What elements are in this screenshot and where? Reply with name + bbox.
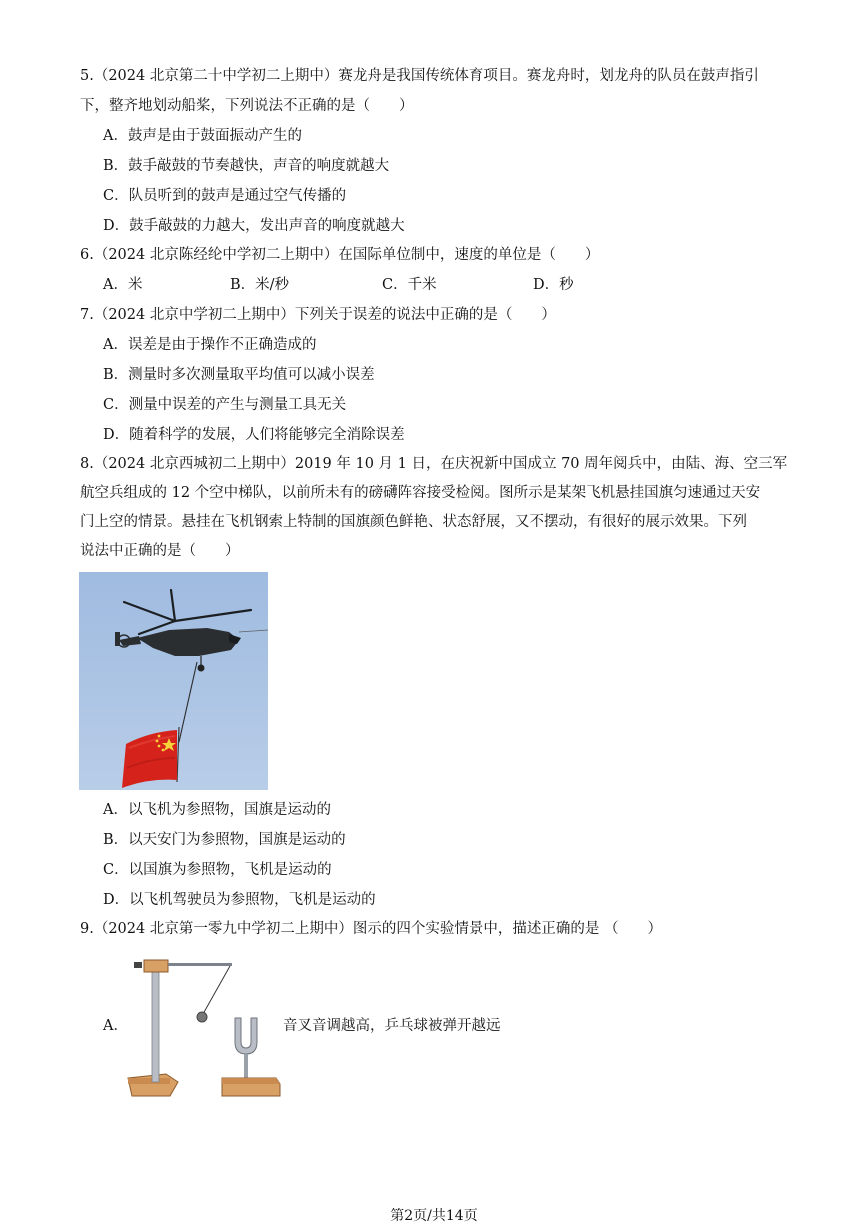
q7-stem: 7.（2024 北京中学初二上期中）下列关于误差的说法中正确的是（ ） [80,307,556,323]
q6-option-c: C．千米 [382,277,437,293]
q8-stem-line1: 8.（2024 北京西城初二上期中）2019 年 10 月 1 日，在庆祝新中国成立 70 周年阅兵中，由陆、海、空三军 [80,456,788,472]
q5-stem-line1: 5.（2024 北京第二十中学初二上期中）赛龙舟是我国传统体育项目。赛龙舟时，划龙舟的队员在鼓声指引 [80,68,759,84]
q7-option-c: C．测量中误差的产生与测量工具无关 [103,397,347,413]
q6-option-a: A．米 [103,277,143,293]
q8-option-b: B．以天安门为参照物，国旗是运动的 [103,832,346,848]
q9-option-a-label: A． [103,1018,128,1034]
page-footer: 第2页/共14页 [390,1208,478,1224]
q5-option-c: C．队员听到的鼓声是通过空气传播的 [103,188,347,204]
q8-stem-line4: 说法中正确的是（ ） [80,543,240,559]
q8-stem-line2: 航空兵组成的 12 个空中梯队，以前所未有的磅礴阵容接受检阅。图所示是某架飞机悬挂国旗匀速通过天安 [80,485,761,501]
helicopter-flag-photo [79,572,268,790]
q7-option-b: B．测量时多次测量取平均值可以减小误差 [103,367,375,383]
q9-option-a-text: 音叉音调越高，乒乓球被弹开越远 [283,1018,501,1034]
q6-stem: 6.（2024 北京陈经纶中学初二上期中）在国际单位制中，速度的单位是（ ） [80,247,600,263]
q8-option-d: D．以飞机驾驶员为参照物，飞机是运动的 [103,892,376,908]
q8-stem-line3: 门上空的情景。悬挂在飞机钢索上特制的国旗颜色鲜艳、状态舒展，又不摆动，有很好的展示效果。下列 [80,514,747,530]
q7-option-a: A．误差是由于操作不正确造成的 [103,337,317,353]
q5-stem-line2: 下，整齐地划动船桨，下列说法不正确的是（ ） [80,98,414,114]
q5-option-b: B．鼓手敲鼓的节奏越快，声音的响度就越大 [103,158,390,174]
q5-option-d: D．鼓手敲鼓的力越大，发出声音的响度就越大 [103,218,405,234]
tuning-fork-apparatus [120,950,290,1105]
q6-option-d: D．秒 [533,277,574,293]
q8-option-c: C．以国旗为参照物，飞机是运动的 [103,862,332,878]
q8-option-a: A．以飞机为参照物，国旗是运动的 [103,802,331,818]
q9-stem: 9.（2024 北京第一零九中学初二上期中）图示的四个实验情景中，描述正确的是 （ ） [80,921,662,937]
q7-option-d: D．随着科学的发展，人们将能够完全消除误差 [103,427,405,443]
q5-option-a: A．鼓声是由于鼓面振动产生的 [103,128,302,144]
q6-option-b: B．米/秒 [230,277,290,293]
